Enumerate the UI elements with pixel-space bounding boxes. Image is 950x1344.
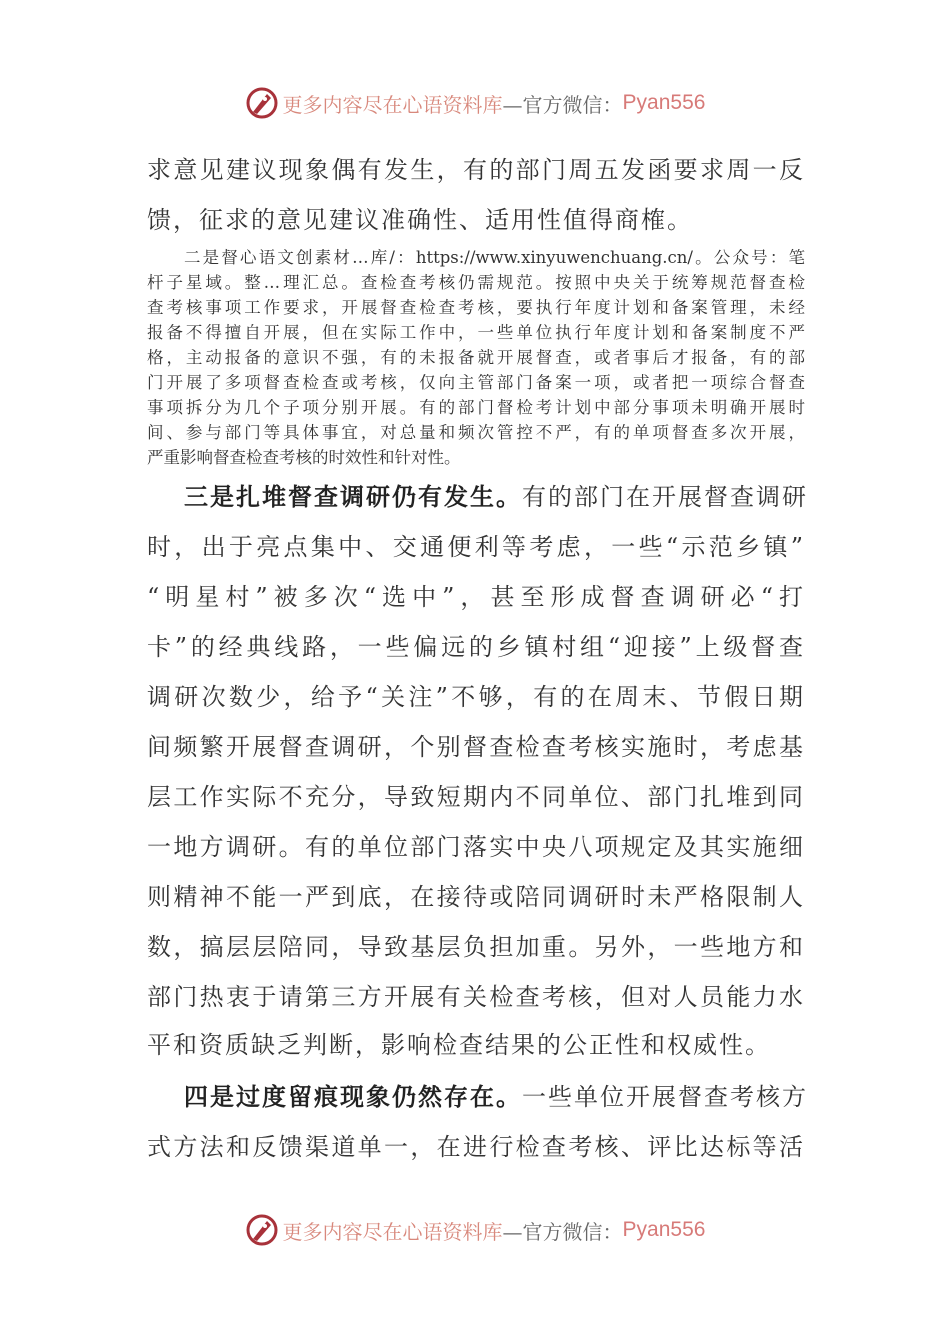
text-line: 调研次数少，给予“关注”不够，有的在周末、节假日期 — [147, 683, 805, 711]
text-line: 馈，征求的意见建议准确性、适用性值得商榷。 — [147, 206, 693, 234]
paragraph-heading-line — [147, 472, 808, 522]
footer-banner[interactable] — [0, 1213, 950, 1247]
text-line: 则精神不能一严到底，在接待或陪同调研时未严格限制人 — [147, 883, 805, 911]
pen-logo-icon — [245, 86, 279, 120]
header-banner[interactable] — [0, 86, 950, 120]
text-line: 间频繁开展督查调研，个别督查检查考核实施时，考虑基 — [147, 733, 805, 761]
text-line: 报备不得擅自开展，但在实际工作中，一些单位执行年度计划和备案制度不严 — [147, 323, 805, 342]
text-line: 二是督心语文创素材…库/：https://www.xinyuwenchuang.cn/。公众号：笔 — [184, 248, 805, 267]
text-line: 式方法和反馈渠道单一，在进行检查考核、评比达标等活 — [147, 1133, 805, 1161]
text-line: 事项拆分为几个子项分别开展。有的部门督检考计划中部分事项未明确开展时 — [147, 398, 805, 417]
banner-wechat-id: Pyan556 — [622, 91, 706, 114]
pen-logo-icon — [245, 1213, 279, 1247]
banner-wechat-id: Pyan556 — [622, 1218, 706, 1241]
text-line: 数，搞层层陪同，导致基层负担加重。另外，一些地方和 — [147, 933, 805, 961]
text-line: “明星村”被多次“选中”，甚至形成督查调研必“打 — [147, 583, 805, 611]
text-line: 求意见建议现象偶有发生，有的部门周五发函要求周一反 — [147, 156, 805, 184]
text-line: 查考核事项工作要求，开展督查检查考核，要执行年度计划和备案管理，未经 — [147, 298, 805, 317]
paragraph-heading-line — [147, 1072, 808, 1122]
text-line: 部门热衷于请第三方开展有关检查考核，但对人员能力水 — [147, 983, 805, 1011]
text-line: 间、参与部门等具体事宜，对总量和频次管控不严，有的单项督查多次开展， — [147, 423, 805, 442]
text-line: 层工作实际不充分，导致短期内不同单位、部门扎堆到同 — [147, 783, 805, 811]
paragraph-heading: 四是过度留痕现象仍然存在。 — [184, 1082, 522, 1111]
banner-text: 更多内容尽在心语资料库 — [282, 1219, 503, 1244]
text-line: 一地方调研。有的单位部门落实中央八项规定及其实施细 — [147, 833, 805, 861]
text-line: 卡”的经典线路，一些偏远的乡镇村组“迎接”上级督查 — [147, 633, 805, 661]
banner-wechat-label: —官方微信： — [502, 1219, 623, 1244]
text-line: 平和资质缺乏判断，影响检查结果的公正性和权威性。 — [147, 1031, 771, 1059]
text-span: 一些单位开展督查考核方 — [522, 1083, 808, 1111]
text-line: 杆子星域。整…理汇总。查检查考核仍需规范。按照中央关于统筹规范督查检 — [147, 273, 805, 292]
text-line: 格，主动报备的意识不强，有的未报备就开展督查，或者事后才报备，有的部 — [147, 348, 805, 367]
banner-wechat-label: —官方微信： — [502, 92, 623, 117]
text-line: 时，出于亮点集中、交通便利等考虑，一些“示范乡镇” — [147, 533, 805, 561]
paragraph-heading: 三是扎堆督查调研仍有发生。 — [184, 482, 522, 511]
text-span: 有的部门在开展督查调研 — [522, 483, 808, 511]
banner-text: 更多内容尽在心语资料库 — [282, 92, 503, 117]
text-line: 严重影响督查检查考核的时效性和针对性。 — [147, 448, 461, 467]
text-line: 门开展了多项督查检查或考核，仅向主管部门备案一项，或者把一项综合督查 — [147, 373, 805, 392]
